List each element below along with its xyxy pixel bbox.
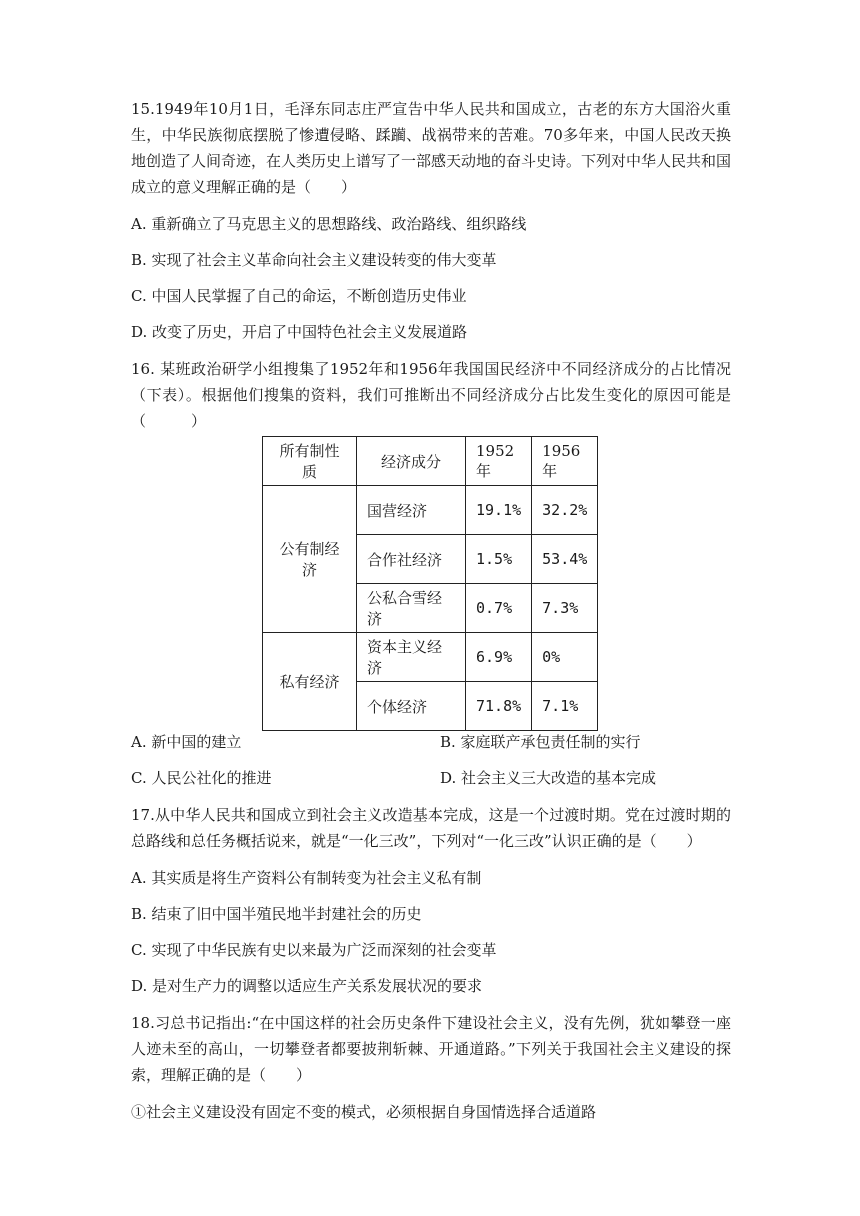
question-15 (131, 96, 731, 344)
option-b: B. 家庭联产承包责任制的实行 (440, 733, 641, 751)
group-cell: 公有制经济 (263, 486, 357, 633)
option-b: B. 实现了社会主义革命向社会主义建设转变的伟大变革 (131, 251, 497, 269)
table-cell: 53.4% (532, 535, 598, 584)
options-row (131, 766, 731, 790)
table-cell: 0.7% (466, 584, 532, 633)
table-cell: 6.9% (466, 633, 532, 682)
table-row (263, 633, 598, 682)
table-row (263, 486, 598, 535)
question-16 (131, 356, 731, 434)
table-header-cell: 所有制性质 (263, 437, 357, 486)
question-18 (131, 1010, 731, 1124)
question-stem: 18.习总书记指出:“在中国这样的社会历史条件下建设社会主义，没有先例，犹如攀登一座人迹未至的高山，一切攀登者都要披荆斩棘、开通道路。”下列关于我国社会主义建设的探索，理解正确的是（ ） (131, 1014, 731, 1084)
exam-page-lower (131, 730, 731, 1124)
option-b: B. 结束了旧中国半殖民地半封建社会的历史 (131, 905, 422, 923)
table-cell: 国营经济 (357, 486, 466, 535)
economy-table (262, 436, 598, 731)
table-cell: 71.8% (466, 682, 532, 731)
options-row (131, 730, 731, 754)
question-stem: 16. 某班政治研学小组搜集了1952年和1956年我国国民经济中不同经济成分的占比情况（下表）。根据他们搜集的资料，我们可推断出不同经济成分占比发生变化的原因可能是（ ） (131, 360, 731, 430)
table-header-cell: 1956年 (532, 437, 598, 486)
option-d: D. 改变了历史，开启了中国特色社会主义发展道路 (131, 323, 468, 341)
option-d: D. 社会主义三大改造的基本完成 (440, 769, 657, 787)
question-stem: 15.1949年10月1日，毛泽东同志庄严宣告中华人民共和国成立，古老的东方大国浴火重生，中华民族彻底摆脱了惨遭侵略、蹂躏、战祸带来的苦难。70多年来，中国人民改天换地创造了人间奇迹，在人类历史上谱写了一部感天动地的奋斗史诗。下列对中华人民共和国成立的意义理解正确的是（ ） (131, 100, 732, 196)
table-cell: 0% (532, 633, 598, 682)
question-stem: 17.从中华人民共和国成立到社会主义改造基本完成，这是一个过渡时期。党在过渡时期的总路线和总任务概括说来，就是“一化三改”，下列对“一化三改”认识正确的是（ ） (131, 806, 731, 850)
table-cell: 1.5% (466, 535, 532, 584)
option-c: C. 中国人民掌握了自己的命运，不断创造历史伟业 (131, 287, 467, 305)
group-cell: 私有经济 (263, 633, 357, 731)
table-cell: 合作社经济 (357, 535, 466, 584)
table-cell: 个体经济 (357, 682, 466, 731)
statement-1: ①社会主义建设没有固定不变的模式，必须根据自身国情选择合适道路 (131, 1103, 597, 1121)
option-c: C. 实现了中华民族有史以来最为广泛而深刻的社会变革 (131, 941, 497, 959)
option-c: C. 人民公社化的推进 (131, 769, 272, 787)
table-header-cell: 1952年 (466, 437, 532, 486)
exam-page (131, 96, 731, 434)
option-a: A. 其实质是将生产资料公有制转变为社会主义私有制 (131, 869, 482, 887)
table-cell: 资本主义经济 (357, 633, 466, 682)
table-cell: 7.1% (532, 682, 598, 731)
table-cell: 19.1% (466, 486, 532, 535)
table-cell: 32.2% (532, 486, 598, 535)
option-a: A. 重新确立了马克思主义的思想路线、政治路线、组织路线 (131, 215, 527, 233)
table-cell: 公私合雪经济 (357, 584, 466, 633)
table-cell: 7.3% (532, 584, 598, 633)
table-header-row (263, 437, 598, 486)
option-d: D. 是对生产力的调整以适应生产关系发展状况的要求 (131, 977, 483, 995)
question-17 (131, 802, 731, 998)
table-header-cell: 经济成分 (357, 437, 466, 486)
option-a: A. 新中国的建立 (131, 733, 242, 751)
